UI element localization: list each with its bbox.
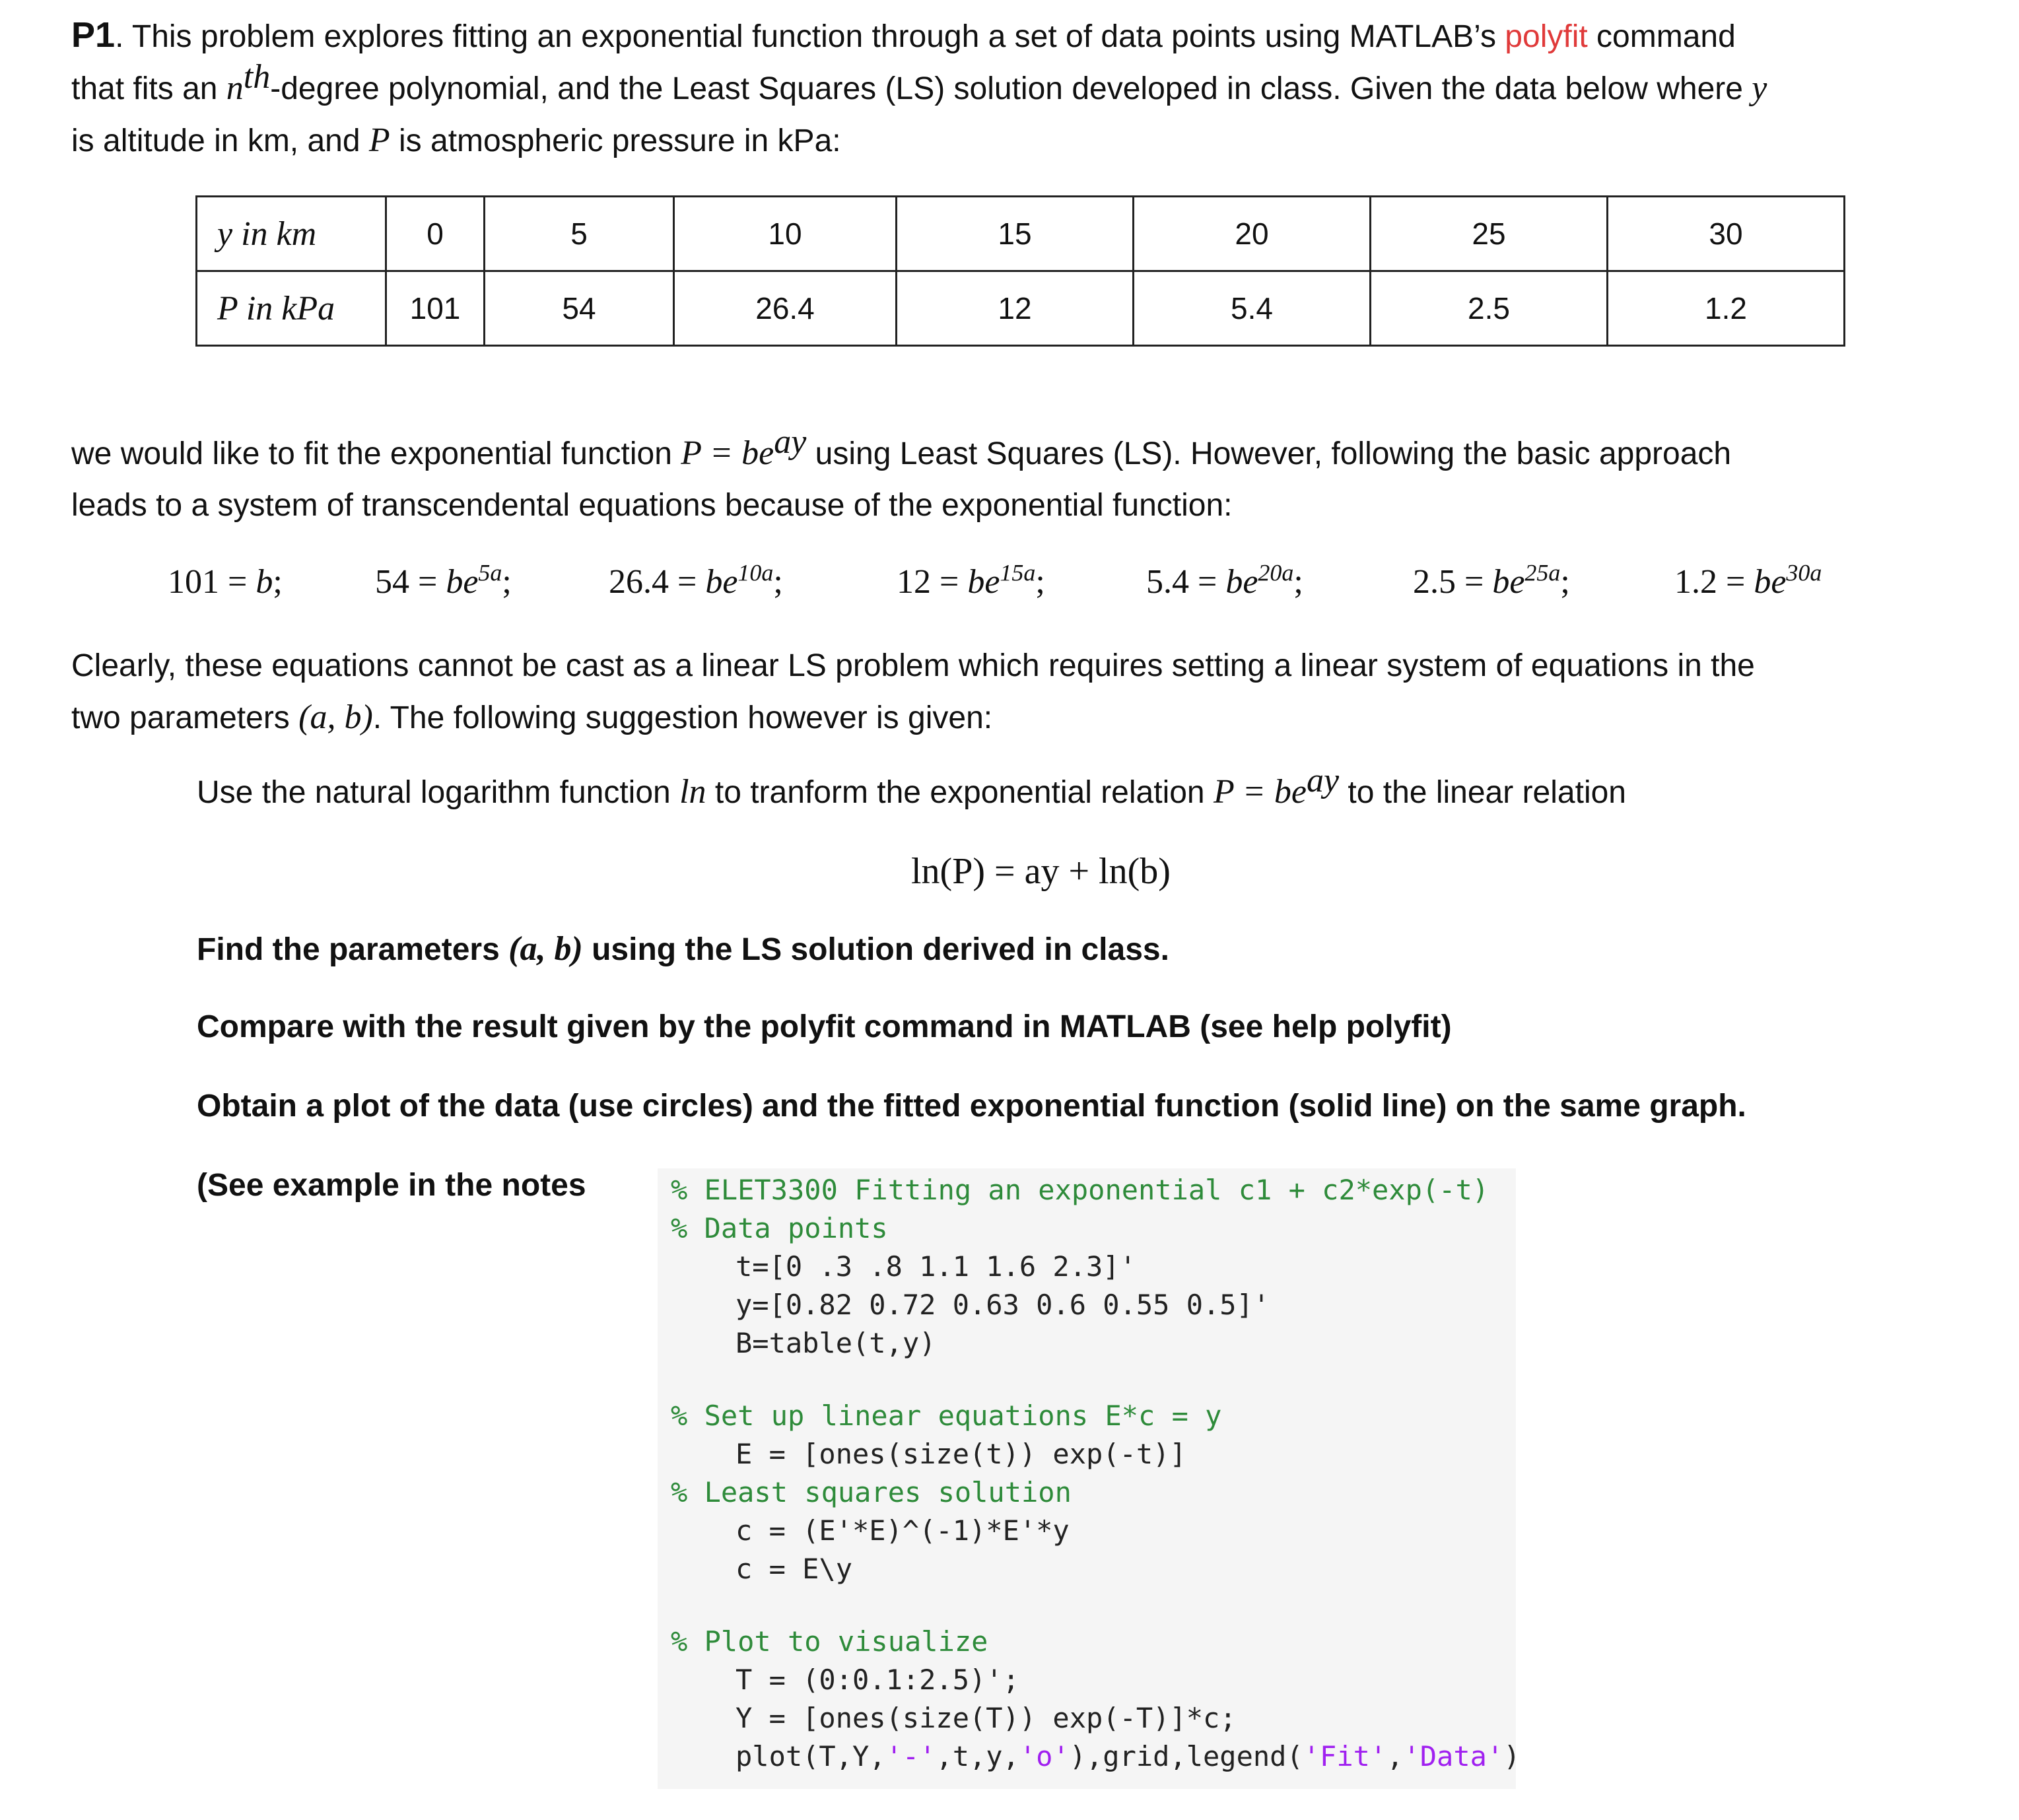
- code-line: % Set up linear equations E*c = y: [671, 1399, 1222, 1432]
- code-line: T = (0:0.1:2.5)';: [736, 1664, 1019, 1696]
- linear-relation-equation: ln(P) = ay + ln(b): [911, 851, 1171, 892]
- equation: $1.2 = be^{30a}$: [1674, 559, 1822, 601]
- table-cell: 20: [1134, 197, 1371, 271]
- task-see-example: (See example in the notes: [197, 1168, 586, 1203]
- equation: $2.5 = be^{25a}$;: [1413, 559, 1570, 601]
- matlab-code-block: [658, 1168, 1521, 1789]
- code-line: % Plot to visualize: [671, 1625, 988, 1658]
- code-line: % Data points: [671, 1212, 888, 1244]
- code-line: B=table(t,y): [736, 1327, 936, 1359]
- row-header-altitude: y in km: [197, 197, 386, 271]
- task-compare-polyfit: Compare with the result given by the polyfit command in MATLAB (see help polyfit): [197, 1009, 1452, 1044]
- equation: 101 = b;: [168, 563, 283, 601]
- equation: $12 = be^{15a}$;: [897, 559, 1045, 601]
- equation: $26.4 = be^{10a}$;: [609, 559, 783, 601]
- code-line: t=[0 .3 .8 1.1 1.6 2.3]': [736, 1250, 1136, 1283]
- table-cell: 5.4: [1134, 271, 1371, 346]
- data-table: [195, 195, 1845, 347]
- code-line: c = E\y: [736, 1553, 853, 1585]
- code-line: E = [ones(size(t)) exp(-t)]: [736, 1438, 1186, 1470]
- linear-ls-paragraph: Clearly, these equations cannot be cast as a linear LS problem which requires setting a linear system of equations in the two parameters (a, b). The following suggestion however is given:: [71, 648, 1755, 736]
- table-cell: 2.5: [1371, 271, 1608, 346]
- task-find-parameters: Find the parameters (a, b) using the LS solution derived in class.: [197, 930, 1169, 968]
- table-cell: 25: [1371, 197, 1608, 271]
- table-cell: 26.4: [674, 271, 897, 346]
- table-cell: 30: [1608, 197, 1845, 271]
- table-row: [197, 271, 1845, 346]
- table-cell: 5: [485, 197, 674, 271]
- table-cell: 15: [897, 197, 1134, 271]
- code-line: % ELET3300 Fitting an exponential c1 + c2*exp(-t): [671, 1174, 1489, 1206]
- equation: $5.4 = be^{20a}$;: [1146, 559, 1303, 601]
- code-line: c = (E'*E)^(-1)*E'*y: [736, 1514, 1070, 1547]
- table-cell: 1.2: [1608, 271, 1845, 346]
- table-cell: 101: [386, 271, 485, 346]
- task-plot: Obtain a plot of the data (use circles) and the fitted exponential function (solid line) on the same graph.: [197, 1089, 1746, 1124]
- code-line: % Least squares solution: [671, 1476, 1072, 1508]
- table-cell: 0: [386, 197, 485, 271]
- problem-label: P1: [71, 15, 116, 55]
- table-row: [197, 197, 1845, 271]
- polyfit-link-text: polyfit: [1505, 19, 1588, 54]
- row-header-pressure: P in kPa: [197, 271, 386, 346]
- code-line: Y = [ones(size(T)) exp(-T)]*c;: [736, 1702, 1237, 1734]
- table-cell: 10: [674, 197, 897, 271]
- code-line: plot(T,Y,'-',t,y,'o'),grid,legend('Fit','Data'): [736, 1740, 1521, 1772]
- equation: $54 = be^{5a}$;: [375, 559, 512, 601]
- intro-paragraph: P1. This problem explores fitting an exponential function through a set of data points using MATLAB’s polyfit command that fits an $n^{th}$-degree polynomial, and the Least Squares (LS) solution developed in class. Given the data below where y is altitude in km, and P is atmospheric pressure in kPa:: [71, 15, 1767, 159]
- code-line: y=[0.82 0.72 0.63 0.6 0.55 0.5]': [736, 1289, 1270, 1321]
- table-cell: 54: [485, 271, 674, 346]
- suggestion-text: Use the natural logarithm function ln to tranform the exponential relation $P = be^{ay}$ to the linear relation: [197, 762, 1626, 811]
- table-cell: 12: [897, 271, 1134, 346]
- exponential-paragraph: we would like to fit the exponential function $P = be^{ay}$ using Least Squares (LS). However, following the basic approach leads to a system of transcendental equations because of the exponential function:: [71, 423, 1732, 523]
